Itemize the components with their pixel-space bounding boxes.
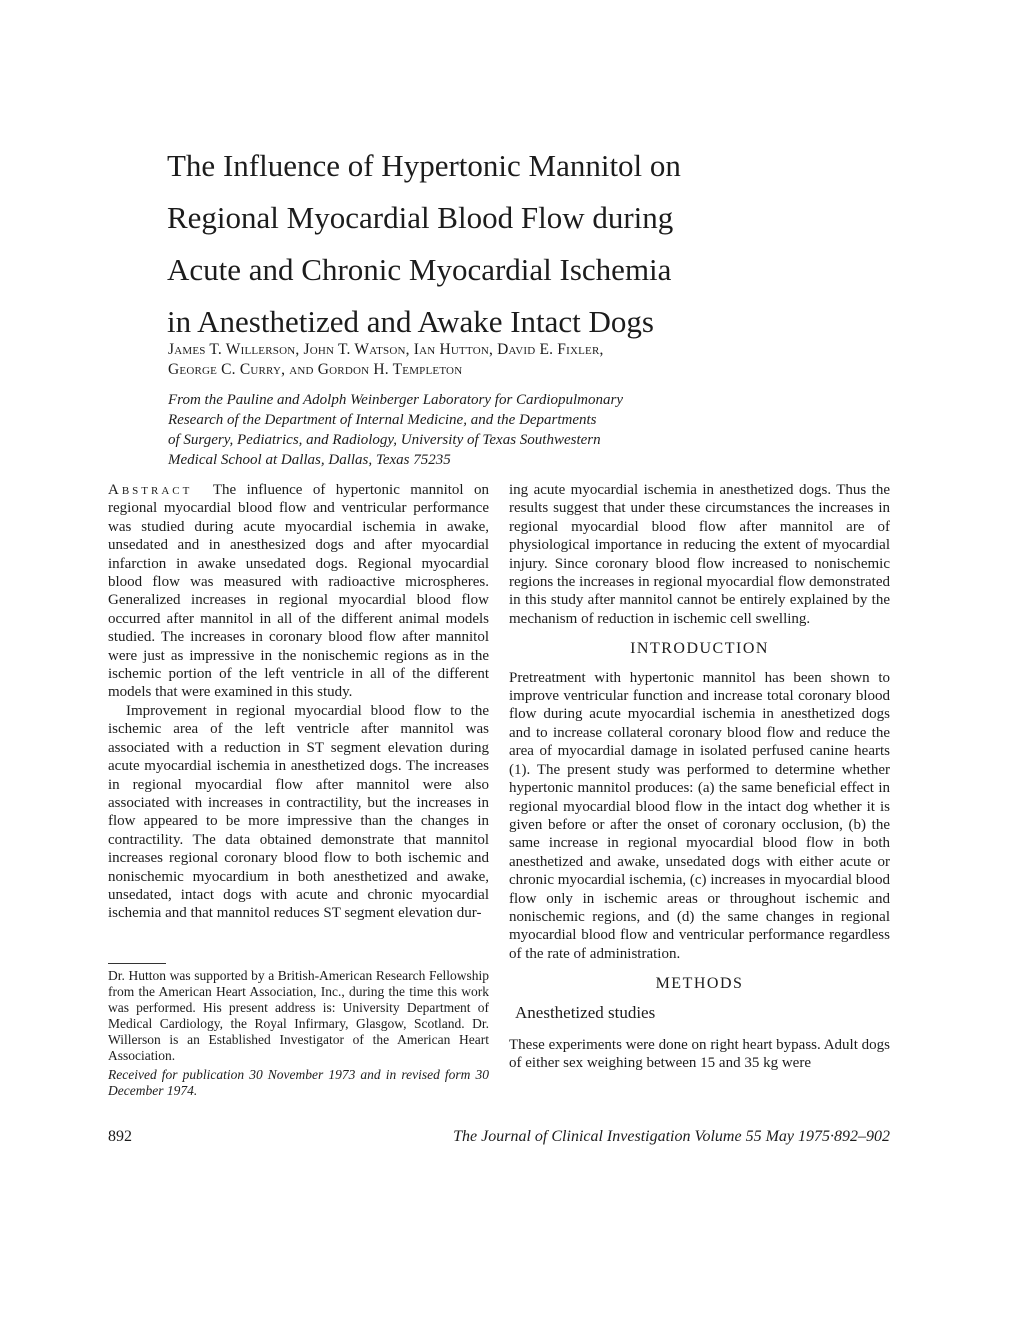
introduction-heading: INTRODUCTION: [630, 640, 769, 658]
affiliation: [168, 390, 708, 470]
author-line: James T. Willerson, John T. Watson, Ian Hutton, David E. Fixler,: [168, 341, 604, 358]
affiliation-line: Research of the Department of Internal Medicine, and the Departments: [168, 412, 597, 428]
abstract-paragraph-1: [108, 481, 489, 702]
author-line: George C. Curry, and Gordon H. Templeton: [168, 361, 463, 378]
title-line: Regional Myocardial Blood Flow during: [167, 200, 674, 235]
right-column: [509, 481, 890, 1073]
journal-citation: The Journal of Clinical Investigation Volume 55 May 1975·892–902: [453, 1128, 890, 1145]
introduction-text: Pretreatment with hypertonic mannitol has been shown to improve ventricular function and increase total coronary blood flow during acute myocardial ischemia in anesthetized dogs and to increase collateral coronary blood flow and reduce the area of myocardial damage in isolated perfused canine hearts (1). The present study was performed to determine whether hypertonic mannitol produces: (a) the same beneficial effect in regional myocardial blood flow in the intact dog whether it is given before or after the onset of coronary occlusion, (b) the same increase in regional myocardial blood flow in both anesthetized and awake, unsedated dogs with either acute or chronic myocardial ischemia, (c) increases in myocardial blood flow only in ischemic areas or throughout ischemic and nonischemic regions, and (d) the same changes in regional myocardial blood flow and ventricular performance regardless of the rate of administration.: [509, 669, 890, 962]
footnote-received: Received for publication 30 November 1973 and in revised form 30 December 1974.: [108, 1067, 489, 1098]
affiliation-line: of Surgery, Pediatrics, and Radiology, University of Texas Southwestern: [168, 432, 601, 448]
footnote-divider: [108, 963, 166, 964]
abstract-continuation: ing acute myocardial ischemia in anesthetized dogs. Thus the results suggest that under these circumstances the increases in regional myocardial blood flow after mannitol are of physiological importance in reducing the extent of myocardial injury. Since coronary blood flow increased to nonischemic regions the increases in regional myocardial flow demonstrated in this study after mannitol cannot be entirely explained by the mechanism of reduction in ischemic cell swelling.: [509, 482, 890, 627]
footnote-funding: Dr. Hutton was supported by a British-American Research Fellowship from the American Heart Association, Inc., during the time this work was performed. His present address is: University Department of Medical Cardiology, the Royal Infirmary, Glasgow, Scotland. Dr. Willerson is an Established Investigator of the American Heart Association.: [108, 968, 489, 1063]
title-line: The Influence of Hypertonic Mannitol on: [167, 148, 681, 183]
affiliation-line: From the Pauline and Adolph Weinberger Laboratory for Cardiopulmonary: [168, 392, 623, 408]
methods-heading: METHODS: [655, 975, 744, 993]
affiliation-line: Medical School at Dallas, Dallas, Texas 75235: [168, 452, 451, 468]
methods-subheading: Anesthetized studies: [515, 1002, 656, 1022]
page-number: 892: [108, 1128, 132, 1145]
title-line: in Anesthetized and Awake Intact Dogs: [167, 304, 654, 339]
abstract-label: Abstract: [108, 482, 193, 498]
footnote: [108, 968, 489, 1099]
author-list: [168, 340, 728, 380]
abstract-paragraph-2: Improvement in regional myocardial blood flow to the ischemic area of the left ventricle after mannitol was associated with a reduction in ST segment elevation during acute myocardial ischemia in anesthetized dogs. The increases in regional myocardial flow after mannitol were also associated with increases in contractility, but the increases in flow appeared to be more impressive than the changes in contractility. The data obtained demonstrate that mannitol increases regional coronary blood flow to both ischemic and nonischemic myocardium in both anesthetized and awake, unsedated, intact dogs with acute and chronic myocardial ischemia and that mannitol reduces ST segment elevation dur-: [108, 702, 489, 922]
abstract-text: The influence of hypertonic mannitol on regional myocardial blood flow and ventricular performance was studied during acute myocardial ischemia in awake, unsedated and in anesthesized dogs and after myocardial infarction in awake unsedated dogs. Regional myocardial blood flow was measured with radioactive microspheres. Generalized increases in regional myocardial blood flow occurred after mannitol in all of the different animal models studied. The increases in coronary blood flow after mannitol were just as impressive in the nonischemic regions as in the ischemic portion of the left ventricle in all of the different models that were examined in this study.: [108, 482, 490, 701]
methods-text: These experiments were done on right heart bypass. Adult dogs of either sex weighing between 15 and 35 kg were: [509, 1036, 890, 1072]
title-line: Acute and Chronic Myocardial Ischemia: [167, 252, 672, 287]
article-title: [167, 140, 727, 348]
left-column: [108, 481, 489, 923]
